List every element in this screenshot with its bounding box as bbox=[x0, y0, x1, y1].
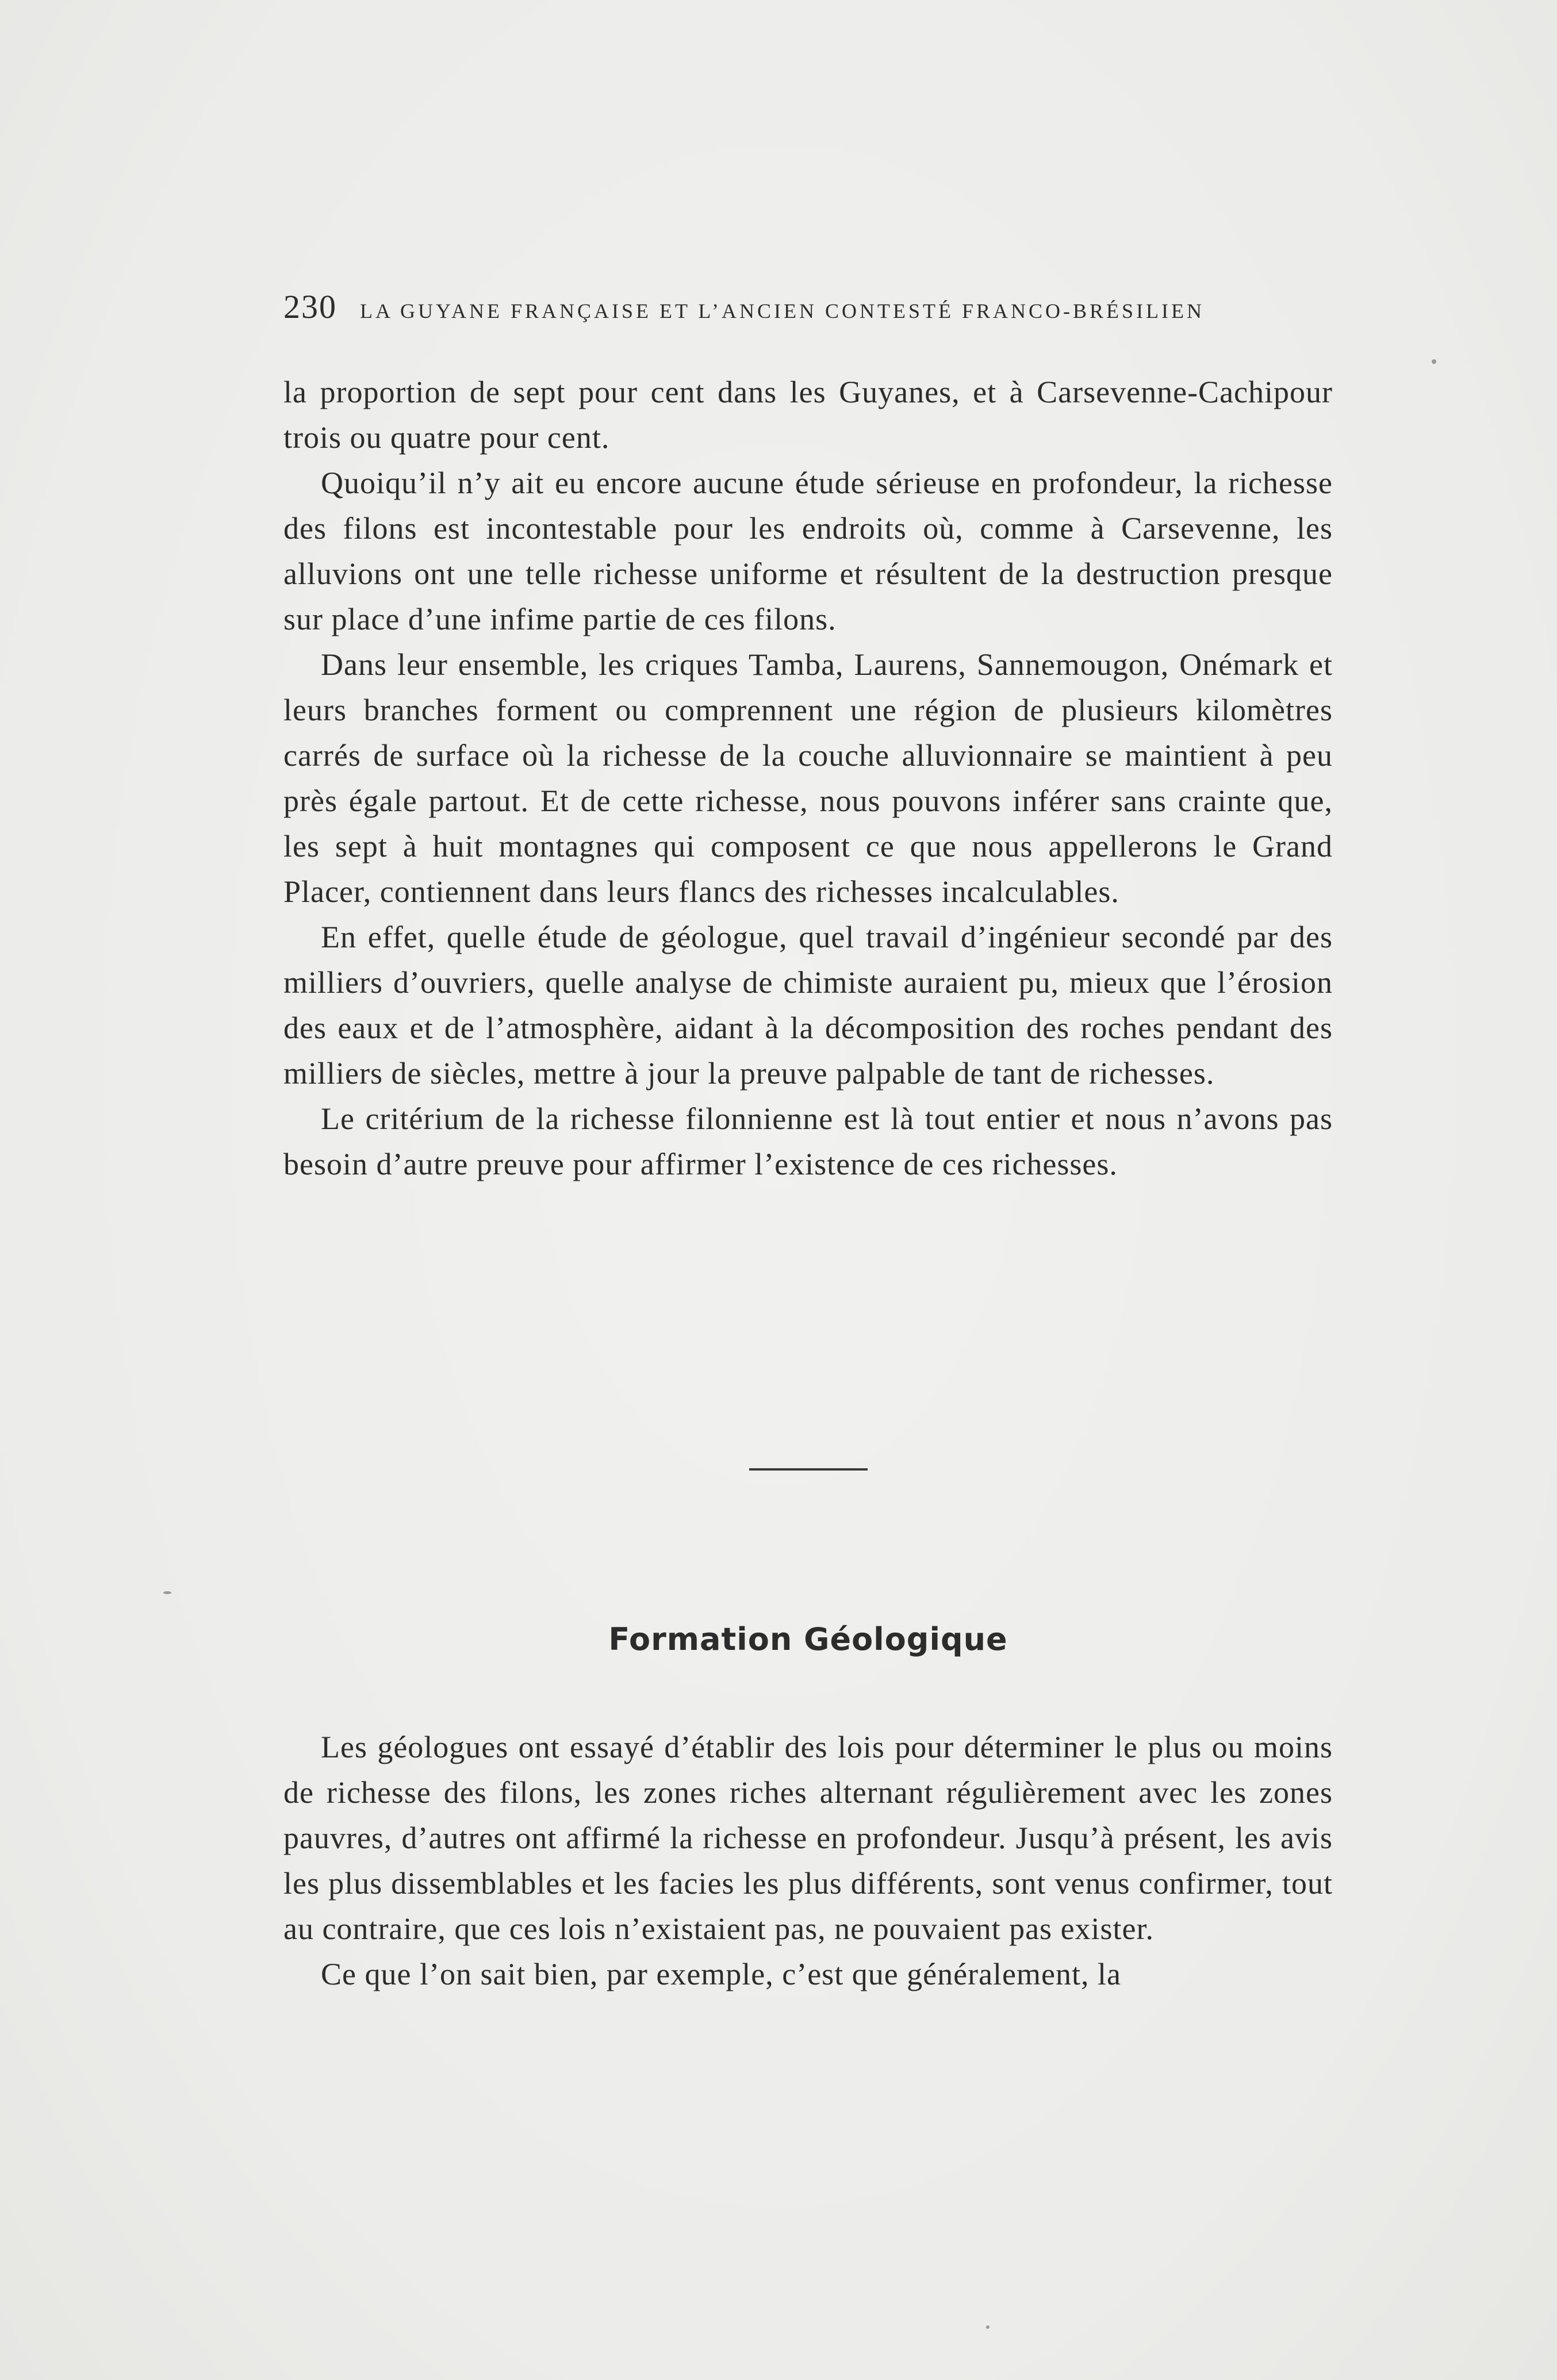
page-number: 230 bbox=[283, 288, 337, 325]
body-text-before-section bbox=[283, 370, 1333, 1187]
body-text-after-section bbox=[283, 1725, 1333, 1997]
section-divider bbox=[749, 1468, 868, 1471]
page-header bbox=[283, 287, 1261, 333]
paragraph: Dans leur ensemble, les criques Tamba, Laurens, Sannemougon, Onémark et leurs branches forment ou comprennent une région de plusieurs kilomètres carrés de surface où la richesse de la couche alluvionnaire se maintient à peu près égale partout. Et de cette richesse, nous pouvons inférer sans crainte que, les sept à huit montagnes qui composent ce que nous appellerons le Grand Placer, contiennent dans leurs flancs des richesses incalculables. bbox=[283, 647, 1333, 909]
paper-speck bbox=[986, 2325, 990, 2329]
paragraph: Ce que l’on sait bien, par exemple, c’est que généralement, la bbox=[321, 1957, 1121, 1991]
section-heading: Formation Géologique bbox=[608, 1621, 1008, 1657]
running-title: LA GUYANE FRANÇAISE ET L’ANCIEN CONTESTÉ FRANCO-BRÉSILIEN bbox=[360, 300, 1205, 323]
paper-speck bbox=[163, 1591, 171, 1594]
paragraph: Les géologues ont essayé d’établir des lois pour déterminer le plus ou moins de richesse des filons, les zones riches alternant régulièrement avec les zones pauvres, d’autres ont affirmé la richesse en profondeur. Jusqu’à présent, les avis les plus dissemblables et les facies les plus différents, sont venus confirmer, tout au contraire, que ces lois n’existaient pas, ne pouvaient pas exister. bbox=[283, 1730, 1333, 1946]
paragraph: Quoiqu’il n’y ait eu encore aucune étude sérieuse en profondeur, la richesse des filons est incontestable pour les endroits où, comme à Carsevenne, les alluvions ont une telle richesse uniforme et résultent de la destruction presque sur place d’une infime partie de ces filons. bbox=[283, 466, 1333, 636]
paragraph: En effet, quelle étude de géologue, quel travail d’ingénieur secondé par des milliers d’ouvriers, quelle analyse de chimiste auraient pu, mieux que l’érosion des eaux et de l’atmosphère, aidant à la décomposition des roches pendant des milliers de siècles, mettre à jour la preuve palpable de tant de richesses. bbox=[283, 920, 1333, 1091]
paragraph-continuation: la proportion de sept pour cent dans les Guyanes, et à Carsevenne-Cachipour trois ou quatre pour cent. bbox=[283, 375, 1333, 455]
paragraph: Le critérium de la richesse filonnienne est là tout entier et nous n’avons pas besoin d’autre preuve pour affirmer l’existence de ces richesses. bbox=[283, 1101, 1333, 1181]
paper-speck bbox=[1432, 359, 1436, 364]
